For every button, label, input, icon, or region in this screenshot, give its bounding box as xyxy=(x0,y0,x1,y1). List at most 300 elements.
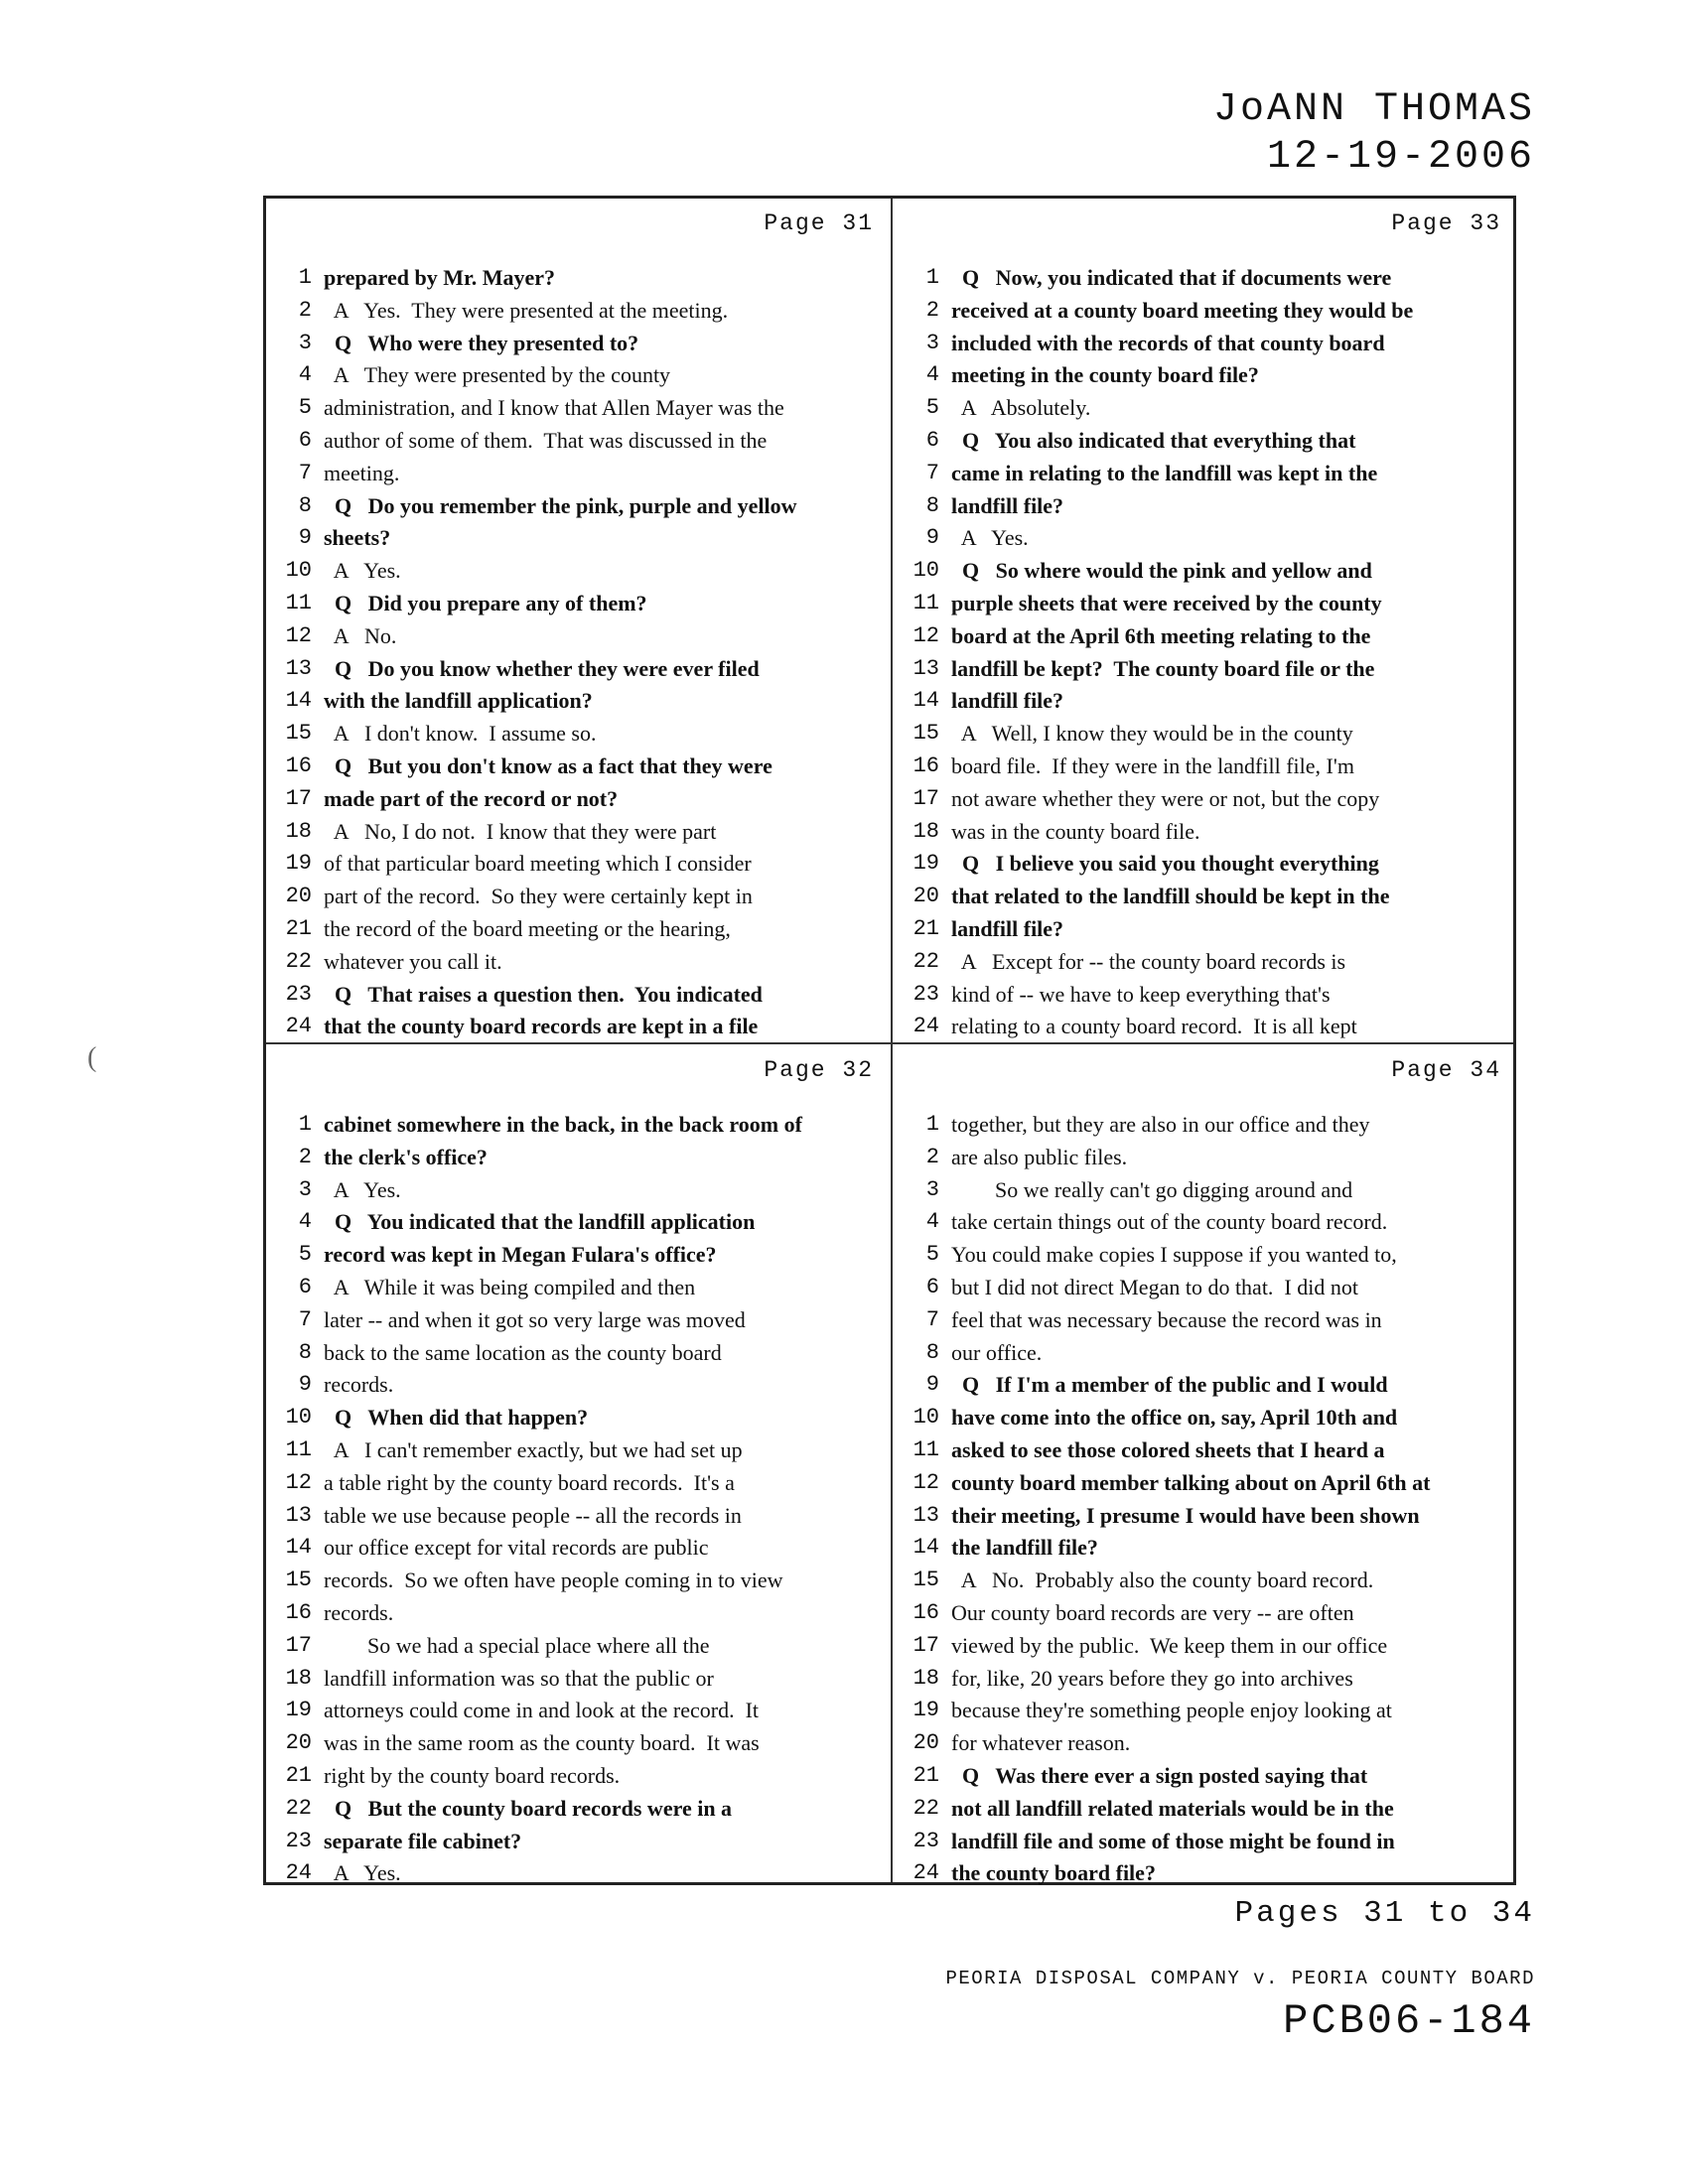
line-number: 16 xyxy=(285,752,312,778)
line-text: the county board file? xyxy=(951,1860,1156,1886)
line-number: 3 xyxy=(925,1176,939,1202)
transcript-line xyxy=(266,425,888,458)
line-number: 7 xyxy=(298,460,312,485)
line-text: A No. xyxy=(324,622,397,648)
line-text: Q I believe you said you thought everything xyxy=(951,851,1379,877)
line-text: made part of the record or not? xyxy=(324,785,619,811)
transcript-line xyxy=(894,1206,1515,1239)
transcript-lines xyxy=(894,1109,1515,1890)
line-number: 13 xyxy=(285,1502,312,1528)
line-number: 21 xyxy=(912,915,939,941)
line-number: 2 xyxy=(925,1144,939,1169)
transcript-line xyxy=(266,1630,888,1663)
line-text: Q Who were they presented to? xyxy=(324,330,639,355)
line-number: 10 xyxy=(912,1405,939,1431)
transcript-line xyxy=(894,685,1515,718)
line-text: came in relating to the landfill was kept in the xyxy=(951,460,1378,485)
line-text: our office except for vital records are public xyxy=(324,1535,709,1561)
transcript-line xyxy=(266,1011,888,1043)
line-text: feel that was necessary because the record was in xyxy=(951,1306,1382,1332)
line-text: Our county board records are very -- are often xyxy=(951,1599,1354,1625)
transcript-line xyxy=(266,946,888,979)
line-number: 3 xyxy=(298,1176,312,1202)
line-number: 22 xyxy=(912,948,939,974)
line-number: 10 xyxy=(285,558,312,584)
line-text: landfill file? xyxy=(951,688,1064,714)
line-number: 2 xyxy=(298,297,312,323)
transcript-line xyxy=(266,458,888,490)
transcript-line xyxy=(266,848,888,881)
line-text: that the county board records are kept in a file xyxy=(324,1014,759,1039)
line-text: A Well, I know they would be in the county xyxy=(951,721,1353,747)
line-text: records. So we often have people coming in to view xyxy=(324,1568,783,1593)
transcript-grid xyxy=(263,196,1516,1885)
transcript-line xyxy=(266,359,888,392)
line-number: 3 xyxy=(925,330,939,355)
line-text: So we had a special place where all the xyxy=(324,1632,710,1658)
page-range: Pages 31 to 34 xyxy=(1234,1896,1535,1931)
line-text: purple sheets that were received by the county xyxy=(951,590,1382,615)
line-number: 5 xyxy=(925,395,939,421)
line-number: 5 xyxy=(925,1242,939,1268)
line-number: 15 xyxy=(912,1568,939,1593)
transcript-line xyxy=(266,751,888,783)
line-text: relating to a county board record. It is all kept xyxy=(951,1014,1357,1039)
transcript-line xyxy=(894,1727,1515,1760)
transcript-line xyxy=(266,1826,888,1858)
transcript-lines xyxy=(266,262,888,1043)
line-text: A No, I do not. I know that they were part xyxy=(324,818,717,844)
line-text: A Yes. xyxy=(324,1176,401,1202)
line-text: for whatever reason. xyxy=(951,1730,1131,1756)
line-text: Q You indicated that the landfill application xyxy=(324,1209,756,1235)
transcript-page-34 xyxy=(894,1045,1515,1885)
transcript-line xyxy=(894,816,1515,849)
line-text: county board member talking about on April 6th at xyxy=(951,1469,1431,1495)
transcript-line xyxy=(894,555,1515,588)
line-number: 24 xyxy=(912,1860,939,1886)
line-number: 19 xyxy=(285,1698,312,1723)
line-text: for, like, 20 years before they go into archives xyxy=(951,1665,1353,1691)
transcript-line xyxy=(894,1663,1515,1696)
transcript-line xyxy=(894,359,1515,392)
transcript-line xyxy=(266,555,888,588)
line-number: 1 xyxy=(298,1112,312,1137)
line-number: 18 xyxy=(285,818,312,844)
line-text: the record of the board meeting or the hearing, xyxy=(324,915,731,941)
line-number: 15 xyxy=(285,721,312,747)
line-text: whatever you call it. xyxy=(324,948,502,974)
line-number: 6 xyxy=(298,1274,312,1299)
line-text: author of some of them. That was discussed in the xyxy=(324,427,768,453)
transcript-lines xyxy=(266,1109,888,1890)
transcript-line xyxy=(266,1206,888,1239)
line-number: 8 xyxy=(298,492,312,518)
line-text: Q Did you prepare any of them? xyxy=(324,590,647,615)
line-number: 14 xyxy=(912,1535,939,1561)
line-number: 21 xyxy=(285,1762,312,1788)
line-number: 9 xyxy=(298,525,312,551)
line-text: attorneys could come in and look at the record. It xyxy=(324,1698,760,1723)
line-text: back to the same location as the county board xyxy=(324,1339,722,1365)
transcript-line xyxy=(894,979,1515,1012)
line-text: of that particular board meeting which I consider xyxy=(324,851,752,877)
line-text: A While it was being compiled and then xyxy=(324,1274,696,1299)
line-number: 21 xyxy=(285,915,312,941)
deposition-date: 12-19-2006 xyxy=(1266,135,1535,180)
transcript-line xyxy=(266,685,888,718)
line-number: 15 xyxy=(912,721,939,747)
line-text: not all landfill related materials would be in the xyxy=(951,1795,1394,1821)
page-title: Page 31 xyxy=(764,210,874,236)
transcript-line xyxy=(894,946,1515,979)
line-text: because they're something people enjoy looking at xyxy=(951,1698,1392,1723)
line-number: 6 xyxy=(925,1274,939,1299)
line-number: 1 xyxy=(925,265,939,290)
transcript-lines xyxy=(894,262,1515,1043)
line-number: 17 xyxy=(285,1632,312,1658)
transcript-line xyxy=(266,1434,888,1467)
line-text: received at a county board meeting they would be xyxy=(951,297,1414,323)
line-text: Q But you don't know as a fact that they were xyxy=(324,752,772,778)
line-text: take certain things out of the county board record. xyxy=(951,1209,1388,1235)
transcript-line xyxy=(894,1174,1515,1207)
line-text: Q So where would the pink and yellow and xyxy=(951,558,1372,584)
line-number: 14 xyxy=(912,688,939,714)
line-number: 4 xyxy=(298,1209,312,1235)
transcript-line xyxy=(266,1727,888,1760)
line-number: 10 xyxy=(912,558,939,584)
line-number: 16 xyxy=(285,1599,312,1625)
transcript-line xyxy=(266,881,888,913)
line-number: 17 xyxy=(912,1632,939,1658)
line-number: 11 xyxy=(912,1436,939,1462)
line-text: meeting. xyxy=(324,460,400,485)
line-text: administration, and I know that Allen Mayer was the xyxy=(324,395,784,421)
line-number: 13 xyxy=(912,655,939,681)
line-text: Q But the county board records were in a xyxy=(324,1795,733,1821)
transcript-line xyxy=(266,653,888,686)
line-text: not aware whether they were or not, but the copy xyxy=(951,785,1380,811)
transcript-line xyxy=(266,816,888,849)
line-number: 8 xyxy=(925,1339,939,1365)
line-number: 2 xyxy=(925,297,939,323)
transcript-line xyxy=(894,1369,1515,1402)
line-number: 11 xyxy=(285,1436,312,1462)
line-text: Q That raises a question then. You indicated xyxy=(324,981,763,1007)
line-number: 20 xyxy=(912,884,939,909)
line-text: kind of -- we have to keep everything that's xyxy=(951,981,1331,1007)
line-number: 18 xyxy=(285,1665,312,1691)
page-title: Page 33 xyxy=(1391,210,1501,236)
transcript-line xyxy=(266,1337,888,1370)
transcript-line xyxy=(266,328,888,360)
line-number: 12 xyxy=(285,622,312,648)
line-text: A Yes. xyxy=(951,525,1029,551)
line-number: 11 xyxy=(285,590,312,615)
transcript-line xyxy=(894,1793,1515,1826)
line-text: A Except for -- the county board records is xyxy=(951,948,1346,974)
line-number: 19 xyxy=(912,851,939,877)
line-number: 22 xyxy=(285,948,312,974)
transcript-line xyxy=(894,1011,1515,1043)
line-number: 9 xyxy=(925,525,939,551)
line-text: with the landfill application? xyxy=(324,688,593,714)
transcript-line xyxy=(894,1109,1515,1142)
transcript-page-33 xyxy=(894,199,1515,1038)
transcript-page-32 xyxy=(266,1045,888,1885)
line-text: a table right by the county board records. It's a xyxy=(324,1469,735,1495)
column-divider xyxy=(891,199,893,1882)
line-number: 20 xyxy=(912,1730,939,1756)
transcript-line xyxy=(266,1467,888,1500)
transcript-line xyxy=(266,1272,888,1304)
transcript-line xyxy=(894,490,1515,523)
transcript-line xyxy=(266,979,888,1012)
line-text: landfill file? xyxy=(951,492,1064,518)
scan-artifact-mark: ( xyxy=(87,1042,97,1073)
line-number: 20 xyxy=(285,884,312,909)
line-text: included with the records of that county board xyxy=(951,330,1385,355)
line-text: but I did not direct Megan to do that. I did not xyxy=(951,1274,1358,1299)
line-text: A They were presented by the county xyxy=(324,362,671,388)
line-text: prepared by Mr. Mayer? xyxy=(324,265,556,290)
line-text: together, but they are also in our office and they xyxy=(951,1112,1370,1137)
line-number: 4 xyxy=(925,362,939,388)
line-number: 6 xyxy=(298,427,312,453)
transcript-line xyxy=(894,783,1515,816)
transcript-line xyxy=(894,751,1515,783)
transcript-line xyxy=(266,1565,888,1597)
line-text: A No. Probably also the county board record. xyxy=(951,1568,1374,1593)
line-text: You could make copies I suppose if you wanted to, xyxy=(951,1242,1397,1268)
line-number: 12 xyxy=(912,1469,939,1495)
line-text: Q Do you remember the pink, purple and yellow xyxy=(324,492,797,518)
transcript-line xyxy=(266,1597,888,1630)
transcript-page-31 xyxy=(266,199,888,1038)
line-text: the clerk's office? xyxy=(324,1144,488,1169)
line-text: that related to the landfill should be kept in the xyxy=(951,884,1390,909)
transcript-line xyxy=(266,913,888,946)
line-text: landfill file and some of those might be found in xyxy=(951,1828,1395,1853)
line-number: 19 xyxy=(285,851,312,877)
line-text: board at the April 6th meeting relating to the xyxy=(951,622,1371,648)
line-text: have come into the office on, say, April 10th and xyxy=(951,1405,1398,1431)
line-number: 13 xyxy=(912,1502,939,1528)
case-number: PCB06-184 xyxy=(1283,1997,1535,2045)
transcript-line xyxy=(894,1857,1515,1890)
line-number: 23 xyxy=(285,1828,312,1853)
transcript-line xyxy=(266,588,888,620)
line-number: 18 xyxy=(912,1665,939,1691)
transcript-line xyxy=(894,881,1515,913)
transcript-line xyxy=(894,522,1515,555)
line-text: A Yes. They were presented at the meeting. xyxy=(324,297,729,323)
line-text: meeting in the county board file? xyxy=(951,362,1259,388)
transcript-line xyxy=(266,783,888,816)
line-text: Q You also indicated that everything that xyxy=(951,427,1356,453)
transcript-line xyxy=(894,1467,1515,1500)
line-number: 9 xyxy=(925,1372,939,1398)
transcript-line xyxy=(894,1304,1515,1337)
transcript-line xyxy=(894,1695,1515,1727)
transcript-line xyxy=(266,1793,888,1826)
line-number: 6 xyxy=(925,427,939,453)
line-number: 17 xyxy=(912,785,939,811)
case-caption: PEORIA DISPOSAL COMPANY v. PEORIA COUNTY BOARD xyxy=(945,1968,1535,1989)
line-number: 14 xyxy=(285,1535,312,1561)
line-number: 16 xyxy=(912,1599,939,1625)
line-number: 19 xyxy=(912,1698,939,1723)
line-number: 5 xyxy=(298,1242,312,1268)
transcript-line xyxy=(894,262,1515,295)
line-number: 7 xyxy=(925,460,939,485)
transcript-line xyxy=(894,1142,1515,1174)
transcript-line xyxy=(266,1532,888,1565)
line-number: 24 xyxy=(285,1860,312,1886)
transcript-line xyxy=(266,490,888,523)
line-text: sheets? xyxy=(324,525,391,551)
line-text: landfill be kept? The county board file or the xyxy=(951,655,1375,681)
transcript-line xyxy=(266,522,888,555)
transcript-line xyxy=(894,328,1515,360)
transcript-line xyxy=(266,1239,888,1272)
line-text: A Yes. xyxy=(324,1860,401,1886)
transcript-line xyxy=(266,295,888,328)
line-text: A I don't know. I assume so. xyxy=(324,721,597,747)
transcript-line xyxy=(266,1695,888,1727)
page-title: Page 32 xyxy=(764,1057,874,1083)
line-text: are also public files. xyxy=(951,1144,1128,1169)
transcript-line xyxy=(266,718,888,751)
line-text: records. xyxy=(324,1599,394,1625)
line-number: 12 xyxy=(285,1469,312,1495)
transcript-line xyxy=(266,1500,888,1533)
page-title: Page 34 xyxy=(1391,1057,1501,1083)
transcript-line xyxy=(894,1565,1515,1597)
line-text: viewed by the public. We keep them in our office xyxy=(951,1632,1388,1658)
transcript-line xyxy=(894,1239,1515,1272)
line-number: 17 xyxy=(285,785,312,811)
transcript-line xyxy=(894,588,1515,620)
line-number: 23 xyxy=(285,981,312,1007)
transcript-line xyxy=(894,295,1515,328)
line-number: 1 xyxy=(925,1112,939,1137)
deponent-name: JoANN THOMAS xyxy=(1212,87,1535,132)
transcript-line xyxy=(894,620,1515,653)
transcript-line xyxy=(266,262,888,295)
transcript-line xyxy=(894,1760,1515,1793)
transcript-line xyxy=(266,392,888,425)
line-text: board file. If they were in the landfill file, I'm xyxy=(951,752,1354,778)
line-number: 16 xyxy=(912,752,939,778)
line-text: our office. xyxy=(951,1339,1043,1365)
line-number: 7 xyxy=(298,1306,312,1332)
transcript-line xyxy=(266,1663,888,1696)
transcript-line xyxy=(894,1630,1515,1663)
line-text: Q Do you know whether they were ever filed xyxy=(324,655,760,681)
line-number: 4 xyxy=(298,362,312,388)
line-number: 3 xyxy=(298,330,312,355)
transcript-line xyxy=(894,848,1515,881)
transcript-line xyxy=(894,913,1515,946)
line-number: 23 xyxy=(912,1828,939,1853)
line-text: So we really can't go digging around and xyxy=(951,1176,1353,1202)
transcript-line xyxy=(894,1337,1515,1370)
line-number: 9 xyxy=(298,1372,312,1398)
line-text: Q Now, you indicated that if documents were xyxy=(951,265,1392,290)
transcript-line xyxy=(266,1402,888,1434)
transcript-line xyxy=(894,1597,1515,1630)
line-text: was in the county board file. xyxy=(951,818,1200,844)
line-text: cabinet somewhere in the back, in the back room of xyxy=(324,1112,802,1137)
line-number: 10 xyxy=(285,1405,312,1431)
transcript-line xyxy=(894,1402,1515,1434)
transcript-line xyxy=(894,458,1515,490)
line-number: 23 xyxy=(912,981,939,1007)
line-number: 24 xyxy=(912,1014,939,1039)
line-text: records. xyxy=(324,1372,394,1398)
transcript-line xyxy=(266,620,888,653)
line-number: 8 xyxy=(925,492,939,518)
line-text: was in the same room as the county board. It was xyxy=(324,1730,760,1756)
transcript-line xyxy=(894,1272,1515,1304)
line-number: 13 xyxy=(285,655,312,681)
transcript-line xyxy=(894,1532,1515,1565)
line-number: 11 xyxy=(912,590,939,615)
line-number: 12 xyxy=(912,622,939,648)
line-number: 18 xyxy=(912,818,939,844)
line-text: Q When did that happen? xyxy=(324,1405,589,1431)
line-text: table we use because people -- all the records in xyxy=(324,1502,742,1528)
transcript-line xyxy=(894,425,1515,458)
line-number: 15 xyxy=(285,1568,312,1593)
transcript-line xyxy=(266,1369,888,1402)
line-number: 22 xyxy=(285,1795,312,1821)
line-number: 2 xyxy=(298,1144,312,1169)
line-number: 20 xyxy=(285,1730,312,1756)
line-text: the landfill file? xyxy=(951,1535,1098,1561)
line-text: landfill information was so that the public or xyxy=(324,1665,714,1691)
transcript-line xyxy=(266,1857,888,1890)
line-text: asked to see those colored sheets that I heard a xyxy=(951,1436,1385,1462)
line-number: 5 xyxy=(298,395,312,421)
transcript-line xyxy=(266,1174,888,1207)
line-number: 24 xyxy=(285,1014,312,1039)
transcript-line xyxy=(894,392,1515,425)
line-number: 8 xyxy=(298,1339,312,1365)
line-text: right by the county board records. xyxy=(324,1762,621,1788)
transcript-line xyxy=(266,1142,888,1174)
line-number: 4 xyxy=(925,1209,939,1235)
line-text: later -- and when it got so very large was moved xyxy=(324,1306,746,1332)
transcript-line xyxy=(894,1500,1515,1533)
line-number: 21 xyxy=(912,1762,939,1788)
line-text: A Absolutely. xyxy=(951,395,1091,421)
transcript-line xyxy=(266,1109,888,1142)
transcript-line xyxy=(894,1826,1515,1858)
transcript-line xyxy=(894,1434,1515,1467)
line-text: A I can't remember exactly, but we had set up xyxy=(324,1436,743,1462)
line-text: A Yes. xyxy=(324,558,401,584)
transcript-line xyxy=(894,653,1515,686)
line-text: separate file cabinet? xyxy=(324,1828,522,1853)
line-text: their meeting, I presume I would have been shown xyxy=(951,1502,1420,1528)
line-number: 14 xyxy=(285,688,312,714)
line-text: landfill file? xyxy=(951,915,1064,941)
line-number: 22 xyxy=(912,1795,939,1821)
line-number: 7 xyxy=(925,1306,939,1332)
